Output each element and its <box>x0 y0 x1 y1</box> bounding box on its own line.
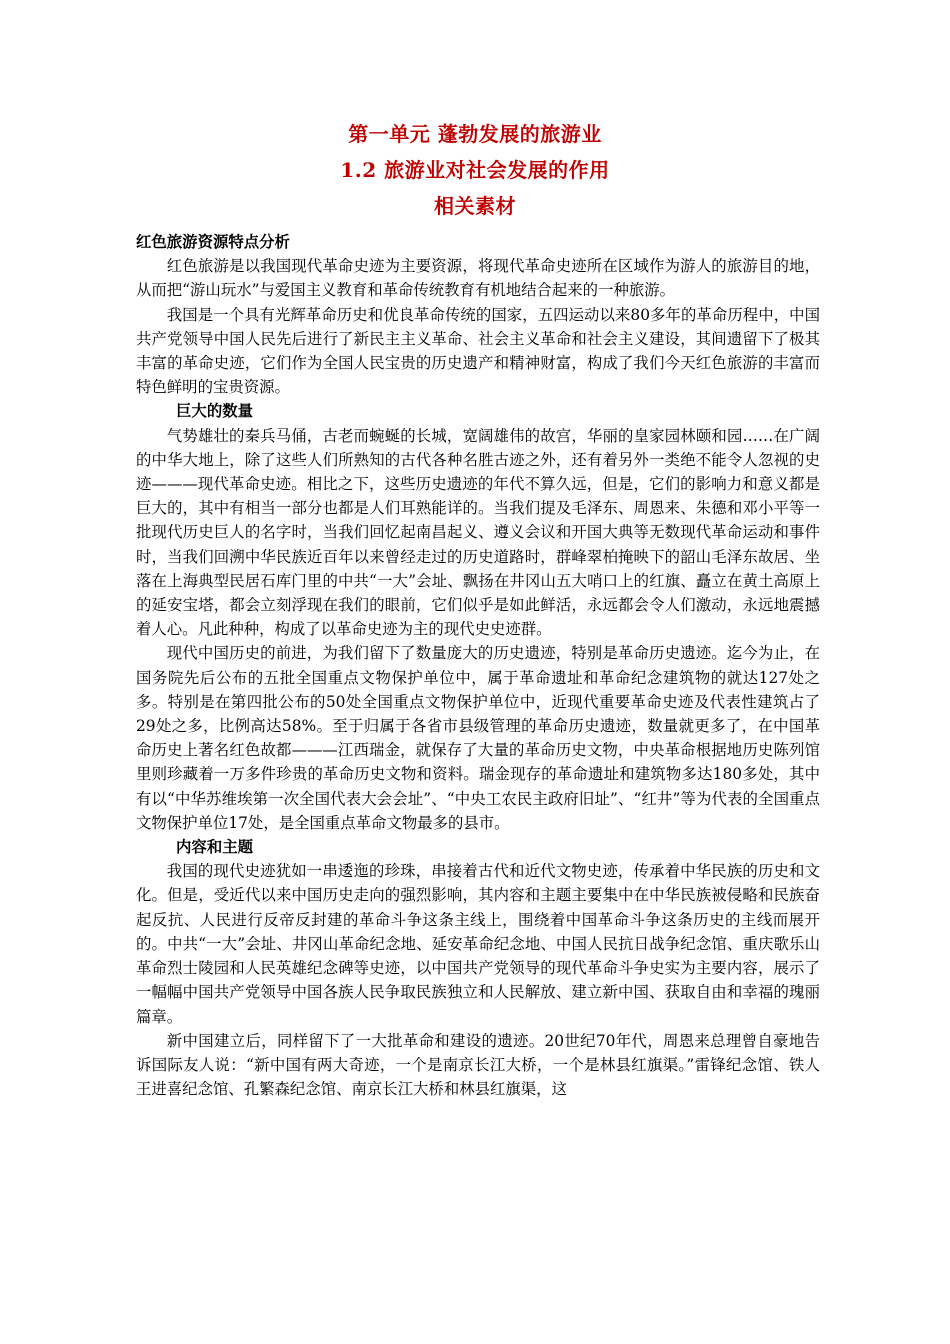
article-heading: 红色旅游资源特点分析 <box>136 233 290 251</box>
section-heading-quantity: 巨大的数量 <box>176 402 253 421</box>
article-body <box>136 230 820 1101</box>
unit-title: 第一单元 蓬勃发展的旅游业 <box>348 122 602 146</box>
section-paragraph: 现代中国历史的前进，为我们留下了数量庞大的历史遗迹，特别是革命历史遗迹。迄今为止，在国务院先后公布的五批全国重点文物保护单位中，属于革命遗址和革命纪念建筑物的就达127处之多。特别是在第四批公布的50处全国重点文物保护单位中，近现代重要革命史迹及代表性建筑占了29处之多，比例高达58%。至于归属于各省市县级管理的革命历史遗迹，数量就更多了，在中国革命历史上著名红色故都———江西瑞金，就保存了大量的革命历史文物，中央革命根据地历史陈列馆里则珍藏着一万多件珍贵的革命历史文物和资料。瑞金现存的革命遗址和建筑物多达180多处，其中有以“中华苏维埃第一次全国代表大会会址”、“中央工农民主政府旧址”、“红井”等为代表的全国重点文物保护单位17处，是全国重点革命文物最多的县市。 <box>136 644 820 832</box>
section-paragraph: 我国的现代史迹犹如一串逶迤的珍珠，串接着古代和近代文物史迹，传承着中华民族的历史和文化。但是，受近代以来中国历史走向的强烈影响，其内容和主题主要集中在中华民族被侵略和民族奋起反抗、人民进行反帝反封建的革命斗争这条主线上，围绕着中国革命斗争这条历史的主线而展开的。中共“一大”会址、井冈山革命纪念地、延安革命纪念地、中国人民抗日战争纪念馆、重庆歌乐山革命烈士陵园和人民英雄纪念碑等史迹，以中国共产党领导的现代革命斗争史实为主要内容，展示了一幅幅中国共产党领导中国各族人民争取民族独立和人民解放、建立新中国、获取自由和幸福的瑰丽篇章。 <box>136 862 820 1026</box>
section-paragraph: 新中国建立后，同样留下了一大批革命和建设的遗迹。20世纪70年代，周恩来总理曾自豪地告诉国际友人说：“新中国有两大奇迹，一个是南京长江大桥，一个是林县红旗渠。”雷锋纪念馆、铁人王进喜纪念馆、孔繁森纪念馆、南京长江大桥和林县红旗渠，这 <box>136 1031 820 1099</box>
title-block <box>0 116 950 224</box>
intro-paragraph: 红色旅游是以我国现代革命史迹为主要资源，将现代革命史迹所在区域作为游人的旅游目的地，从而把“游山玩水”与爱国主义教育和革命传统教育有机地结合起来的一种旅游。 <box>136 257 820 300</box>
intro-paragraph: 我国是一个具有光辉革命历史和优良革命传统的国家，五四运动以来80多年的革命历程中，中国共产党领导中国人民先后进行了新民主主义革命、社会主义革命和社会主义建设，其间遗留下了极其丰富的革命史迹，它们作为全国人民宝贵的历史遗产和精神财富，构成了我们今天红色旅游的丰富而特色鲜明的宝贵资源。 <box>136 305 820 397</box>
section-paragraph: 气势雄壮的秦兵马俑，古老而蜿蜒的长城，宽阔雄伟的故宫，华丽的皇家园林颐和园……在广阔的中华大地上，除了这些人们所熟知的古代各种名胜古迹之外，还有着另外一类绝不能令人忽视的史迹———现代革命史迹。相比之下，这些历史遗迹的年代不算久远，但是，它们的影响力和意义都是巨大的，其中有相当一部分也都是人们耳熟能详的。当我们提及毛泽东、周恩来、朱德和邓小平等一批现代历史巨人的名字时，当我们回忆起南昌起义、遵义会议和开国大典等无数现代革命运动和事件时，当我们回溯中华民族近百年以来曾经走过的历史道路时，群峰翠柏掩映下的韶山毛泽东故居、坐落在上海典型民居石库门里的中共“一大”会址、飘扬在井冈山五大哨口上的红旗、矗立在黄土高原上的延安宝塔，都会立刻浮现在我们的眼前，它们似乎是如此鲜活，永远都会令人们激动，永远地震撼着人心。凡此种种，构成了以革命史迹为主的现代史史迹群。 <box>136 426 820 639</box>
lesson-title: 1.2 旅游业对社会发展的作用 <box>340 158 610 182</box>
material-title: 相关素材 <box>434 194 516 218</box>
section-heading-content-theme: 内容和主题 <box>176 838 253 857</box>
